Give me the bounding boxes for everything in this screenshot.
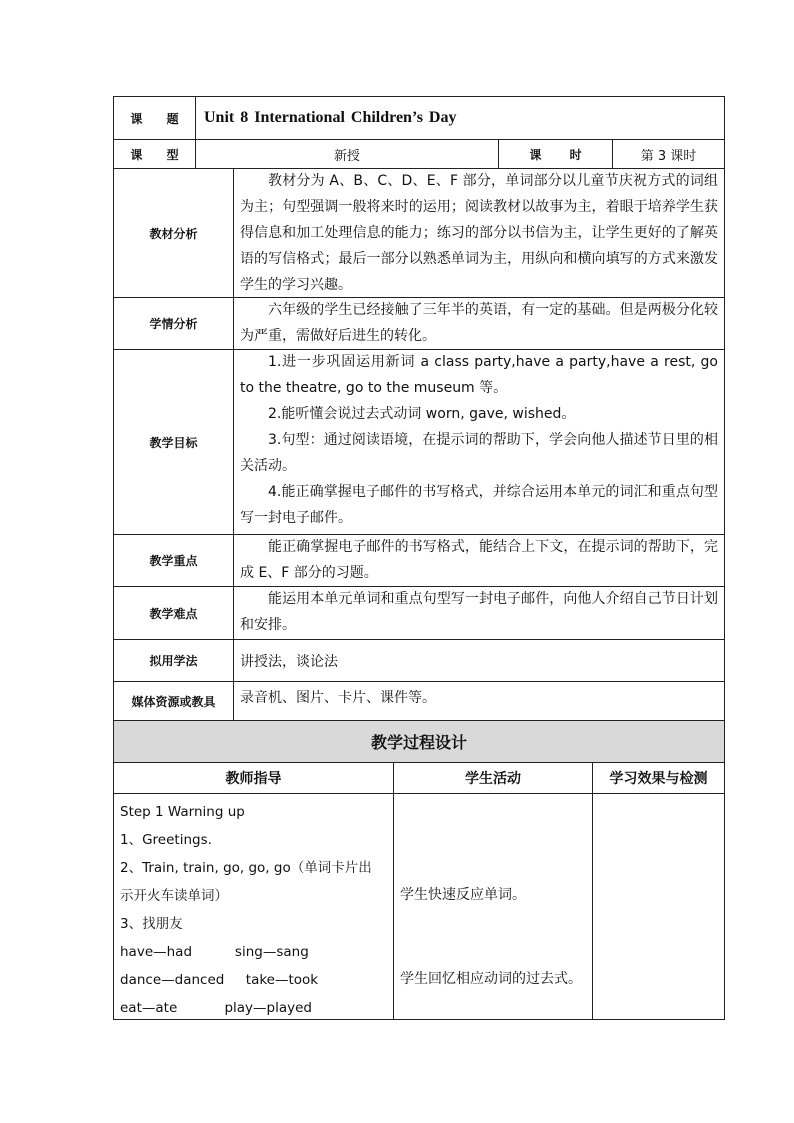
teacher-step-line: 2、Train, train, go, go, go（单词卡片出 [120, 860, 372, 876]
topic-label: 课 题 [130, 111, 189, 126]
teacher-step-line: eat—ate play—played [120, 1000, 312, 1016]
key-points-text: 能正确掌握电子邮件的书写格式，能结合上下文，在提示词的帮助下，完成 E、F 部分的习题。 [240, 539, 718, 581]
media-label: 媒体资源或教具 [131, 694, 216, 709]
process-design-title: 教学过程设计 [114, 721, 724, 762]
objectives-list [234, 349, 724, 534]
period-value: 第 3 课时 [640, 148, 697, 164]
teacher-steps [114, 798, 393, 1019]
objective-item: 3.句型：通过阅读语境，在提示词的帮助下，学会向他人描述节日里的相关活动。 [240, 432, 718, 474]
student-activity-2: 学生回忆相应动词的过去式。 [400, 971, 582, 987]
period-label: 课 时 [529, 147, 594, 162]
teacher-step-line: 1、Greetings. [120, 832, 212, 848]
objective-item: 2.能听懂会说过去式动词 worn, gave, wished。 [268, 406, 576, 422]
teacher-step-line: Step 1 Warning up [120, 804, 245, 820]
student-analysis-label: 学情分析 [149, 317, 198, 331]
assessment-cell [593, 794, 724, 1019]
teacher-step-line: have—had sing—sang [120, 944, 309, 960]
material-analysis-text: 教材分为 A、B、C、D、E、F 部分，单词部分以儿童节庆祝方式的词组为主；句型强调一般将来时的运用；阅读教材以故事为主，着眼于培养学生获得信息和加工处理信息的能力；练习的部分以书信为主，让学生更好的了解英语的写信格式；最后一部分以熟悉单词为主，用纵向和横向填写的方式来激发学生的学习兴趣。 [240, 173, 718, 293]
type-label: 课 型 [130, 147, 189, 162]
teacher-step-line: 3、找朋友 [120, 916, 183, 932]
material-analysis-label: 教材分析 [149, 226, 198, 241]
media-text: 录音机、图片、卡片、课件等。 [240, 690, 436, 706]
type-value: 新授 [333, 148, 360, 164]
objectives-label: 教学目标 [149, 435, 198, 450]
student-analysis-text: 六年级的学生已经接触了三年半的英语，有一定的基础。但是两极分化较为严重，需做好后进生的转化。 [240, 302, 718, 344]
objective-item: 1.进一步巩固运用新词 a class party,have a party,have a rest, go to the theatre, go to the museum 等。 [240, 354, 718, 396]
column-teacher-guidance: 教师指导 [225, 771, 282, 787]
student-activity-1: 学生快速反应单词。 [400, 887, 526, 903]
difficulties-label: 教学难点 [149, 606, 198, 621]
methods-label: 拟用学法 [149, 654, 198, 668]
methods-text: 讲授法，谈论法 [240, 653, 338, 670]
key-points-label: 教学重点 [149, 554, 198, 568]
teacher-step-line: 示开火车读单词） [120, 888, 228, 904]
objective-item: 4.能正确掌握电子邮件的书写格式，并综合运用本单元的词汇和重点句型写一封电子邮件。 [240, 484, 718, 526]
topic-value: Unit 8 International Children’s Day [204, 109, 457, 126]
difficulties-text: 能运用本单元单词和重点句型写一封电子邮件，向他人介绍自己节日计划和安排。 [240, 591, 718, 633]
teacher-step-line: dance—danced take—took [120, 972, 319, 988]
column-student-activity: 学生活动 [465, 771, 521, 787]
column-learning-assessment: 学习效果与检测 [609, 771, 708, 787]
